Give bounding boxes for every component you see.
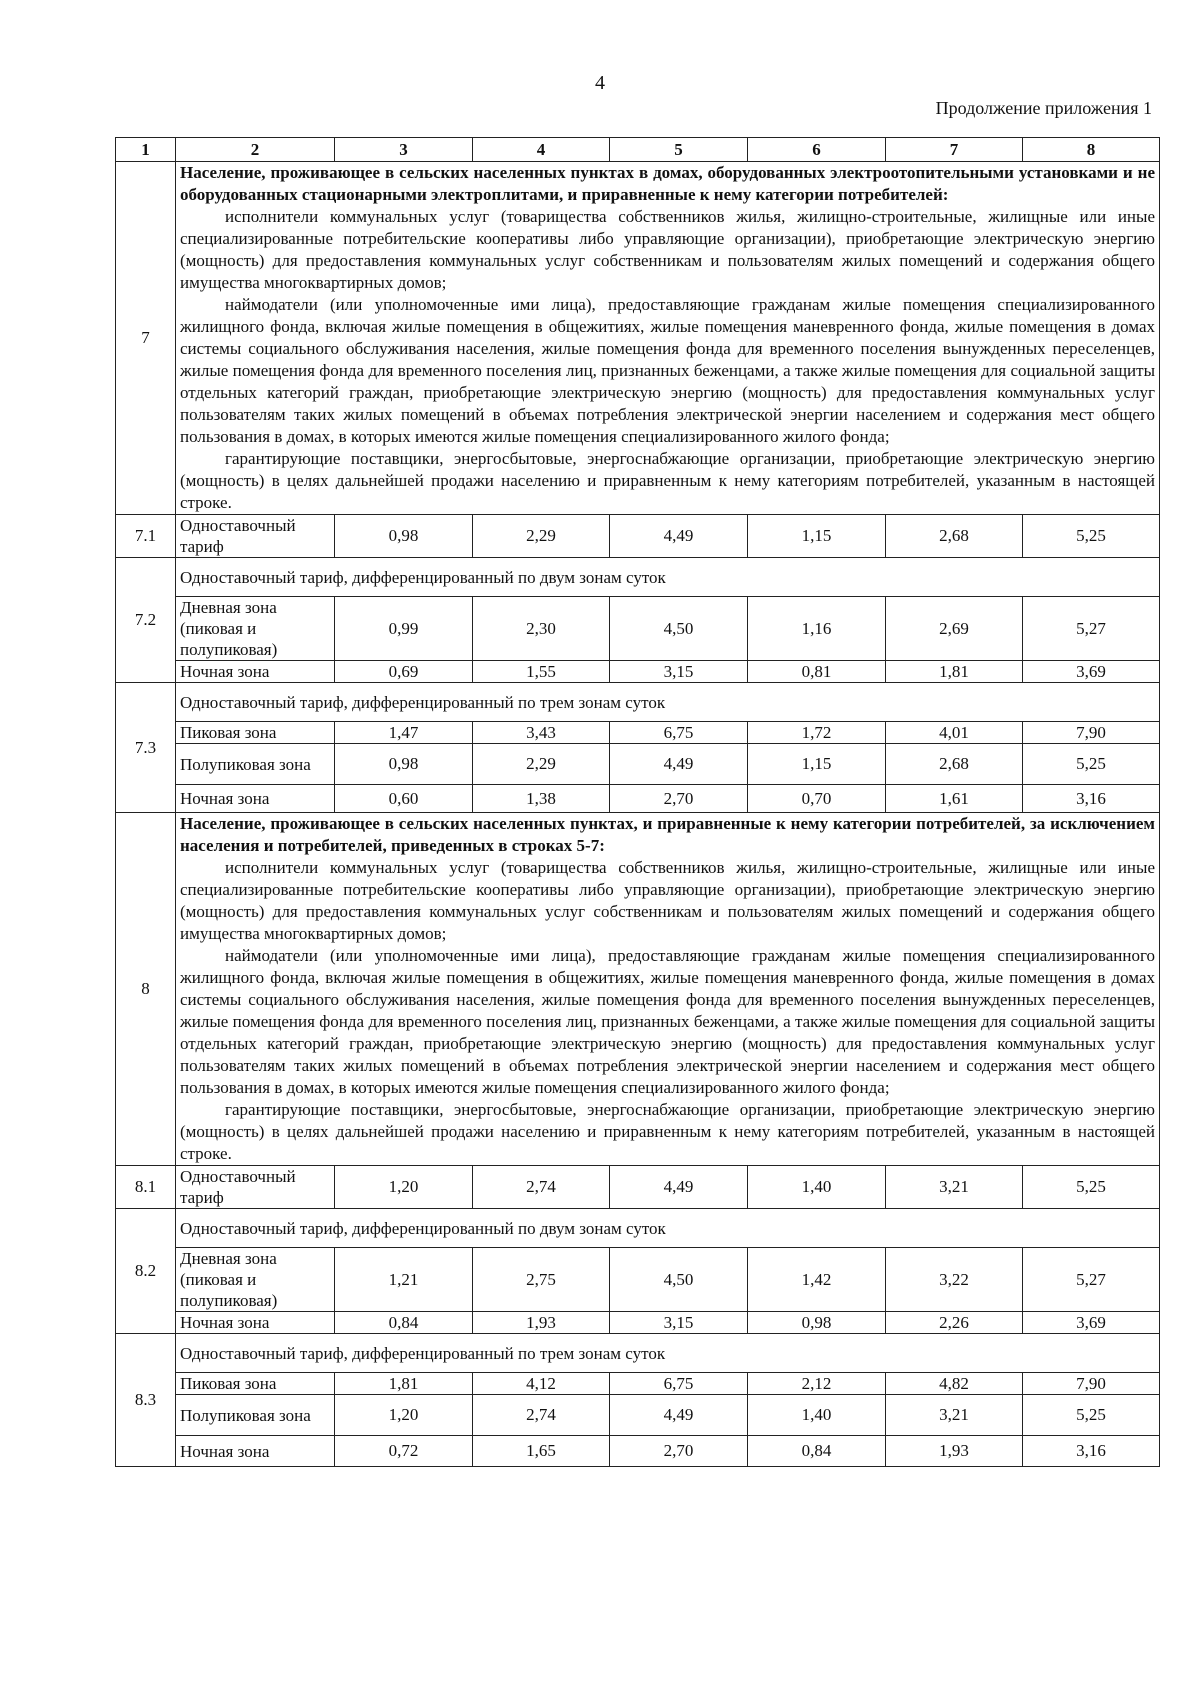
tariff-value-cell: 1,40 — [748, 1166, 886, 1209]
section-description — [176, 162, 1160, 515]
subsection-title: Одноставочный тариф, дифференцированный по трем зонам суток — [176, 1334, 1160, 1373]
tariff-row — [116, 1373, 1160, 1395]
subsection-title: Одноставочный тариф, дифференцированный по двум зонам суток — [176, 558, 1160, 597]
tariff-value-cell: 5,25 — [1023, 1166, 1160, 1209]
tariff-value-cell: 2,75 — [473, 1248, 610, 1312]
subsection-title: Одноставочный тариф, дифференцированный по трем зонам суток — [176, 683, 1160, 722]
section-heading: Население, проживающее в сельских населенных пунктах в домах, оборудованных электроотопительными установками и не оборудованных стационарными электроплитами, и приравненные к нему категории потребителей: — [180, 163, 1155, 204]
tariff-label: Пиковая зона — [176, 722, 335, 744]
row-number: 7 — [116, 162, 176, 515]
tariff-value-cell: 2,70 — [610, 1436, 748, 1467]
tariff-row — [116, 722, 1160, 744]
page-number: 4 — [595, 72, 605, 94]
tariff-row — [116, 1248, 1160, 1312]
tariff-value-cell: 1,65 — [473, 1436, 610, 1467]
tariff-row — [116, 1395, 1160, 1436]
tariff-value-cell: 3,16 — [1023, 785, 1160, 813]
tariff-value-cell: 1,15 — [748, 515, 886, 558]
row-number: 8.2 — [116, 1209, 176, 1334]
tariff-value-cell: 2,26 — [886, 1312, 1023, 1334]
tariff-row — [116, 744, 1160, 785]
tariff-row — [116, 1436, 1160, 1467]
tariff-value-cell: 0,98 — [335, 515, 473, 558]
tariff-value-cell: 5,25 — [1023, 744, 1160, 785]
tariff-value-cell: 3,15 — [610, 1312, 748, 1334]
tariff-value-cell: 0,69 — [335, 661, 473, 683]
tariff-label: Дневная зона (пиковая и полупиковая) — [176, 1248, 335, 1312]
tariff-row — [116, 661, 1160, 683]
section-paragraph: гарантирующие поставщики, энергосбытовые, энергоснабжающие организации, приобретающие электрическую энергию (мощность) в целях дальнейшей продажи населению и приравненным к нему категориям потребителей, указанным в настоящей строке. — [180, 1100, 1155, 1163]
subsection-title-row — [116, 1334, 1160, 1373]
column-header: 8 — [1023, 138, 1160, 162]
tariff-value-cell: 1,93 — [473, 1312, 610, 1334]
subsection-title-row — [116, 1209, 1160, 1248]
tariff-value-cell: 0,99 — [335, 597, 473, 661]
tariff-value-cell: 1,40 — [748, 1395, 886, 1436]
tariff-label: Дневная зона (пиковая и полупиковая) — [176, 597, 335, 661]
tariff-value-cell: 2,29 — [473, 744, 610, 785]
tariff-value-cell: 6,75 — [610, 722, 748, 744]
tariff-value-cell: 2,29 — [473, 515, 610, 558]
tariff-value-cell: 7,90 — [1023, 722, 1160, 744]
tariff-value-cell: 4,12 — [473, 1373, 610, 1395]
tariff-label: Ночная зона — [176, 1436, 335, 1467]
tariff-value-cell: 0,98 — [335, 744, 473, 785]
tariff-row — [116, 785, 1160, 813]
section-paragraph: исполнители коммунальных услуг (товарищества собственников жилья, жилищно-строительные, жилищные или иные специализированные потребительские кооперативы либо управляющие организации), приобретающие электрическую энергию (мощность) для предоставления коммунальных услуг собственникам и пользователям жилых помещений и содержания общего имущества многоквартирных домов; — [180, 858, 1155, 943]
tariff-value-cell: 3,21 — [886, 1395, 1023, 1436]
tariff-value-cell: 0,84 — [335, 1312, 473, 1334]
section-paragraph: гарантирующие поставщики, энергосбытовые, энергоснабжающие организации, приобретающие электрическую энергию (мощность) в целях дальнейшей продажи населению и приравненным к нему категориям потребителей, указанным в настоящей строке. — [180, 449, 1155, 512]
column-header: 7 — [886, 138, 1023, 162]
tariff-value-cell: 4,50 — [610, 597, 748, 661]
tariff-label: Полупиковая зона — [176, 1395, 335, 1436]
continuation-caption: Продолжение приложения 1 — [935, 98, 1152, 118]
column-header: 2 — [176, 138, 335, 162]
tariff-value-cell: 1,38 — [473, 785, 610, 813]
tariff-value-cell: 3,16 — [1023, 1436, 1160, 1467]
tariff-label: Ночная зона — [176, 1312, 335, 1334]
tariff-value-cell: 4,49 — [610, 515, 748, 558]
tariff-value-cell: 5,27 — [1023, 597, 1160, 661]
column-header: 1 — [116, 138, 176, 162]
tariff-label: Полупиковая зона — [176, 744, 335, 785]
tariff-value-cell: 4,49 — [610, 1166, 748, 1209]
tariff-value-cell: 1,16 — [748, 597, 886, 661]
tariff-table — [115, 137, 1160, 1467]
tariff-label: Пиковая зона — [176, 1373, 335, 1395]
subsection-title-row — [116, 683, 1160, 722]
tariff-value-cell: 1,81 — [886, 661, 1023, 683]
tariff-value-cell: 2,12 — [748, 1373, 886, 1395]
tariff-value-cell: 5,27 — [1023, 1248, 1160, 1312]
tariff-value-cell: 1,15 — [748, 744, 886, 785]
tariff-value-cell: 1,55 — [473, 661, 610, 683]
tariff-value-cell: 1,47 — [335, 722, 473, 744]
column-header-row — [116, 138, 1160, 162]
subsection-title: Одноставочный тариф, дифференцированный по двум зонам суток — [176, 1209, 1160, 1248]
tariff-value-cell: 4,49 — [610, 744, 748, 785]
column-header: 3 — [335, 138, 473, 162]
tariff-value-cell: 2,68 — [886, 515, 1023, 558]
tariff-value-cell: 0,98 — [748, 1312, 886, 1334]
tariff-value-cell: 7,90 — [1023, 1373, 1160, 1395]
tariff-value-cell: 3,69 — [1023, 661, 1160, 683]
tariff-value-cell: 6,75 — [610, 1373, 748, 1395]
section-row — [116, 162, 1160, 515]
tariff-value-cell: 0,60 — [335, 785, 473, 813]
section-description — [176, 813, 1160, 1166]
column-header: 4 — [473, 138, 610, 162]
tariff-value-cell: 4,49 — [610, 1395, 748, 1436]
section-paragraph: исполнители коммунальных услуг (товарищества собственников жилья, жилищно-строительные, жилищные или иные специализированные потребительские кооперативы либо управляющие организации), приобретающие электрическую энергию (мощность) для предоставления коммунальных услуг собственникам и пользователям жилых помещений и содержания общего имущества многоквартирных домов; — [180, 207, 1155, 292]
row-number: 7.1 — [116, 515, 176, 558]
tariff-row — [116, 1312, 1160, 1334]
tariff-row — [116, 515, 1160, 558]
tariff-value-cell: 3,69 — [1023, 1312, 1160, 1334]
tariff-value-cell: 5,25 — [1023, 1395, 1160, 1436]
section-paragraph: наймодатели (или уполномоченные ими лица), предоставляющие гражданам жилые помещения специализированного жилищного фонда, включая жилые помещения в общежитиях, жилые помещения маневренного фонда, жилые помещения в домах системы социального обслуживания населения, жилые помещения фонда для временного поселения вынужденных переселенцев, жилые помещения фонда для временного поселения лиц, признанных беженцами, а также жилые помещения для социальной защиты отдельных категорий граждан, приобретающие электрическую энергию (мощность) для предоставления коммунальных услуг пользователям таких жилых помещений в объемах потребления электрической энергии населением и содержания мест общего пользования в домах, в которых имеются жилые помещения специализированного жилого фонда; — [180, 946, 1155, 1097]
tariff-value-cell: 3,22 — [886, 1248, 1023, 1312]
row-number: 7.2 — [116, 558, 176, 683]
tariff-label: Ночная зона — [176, 661, 335, 683]
tariff-label: Одноставочный тариф — [176, 1166, 335, 1209]
tariff-value-cell: 1,20 — [335, 1395, 473, 1436]
row-number: 8.1 — [116, 1166, 176, 1209]
row-number: 8.3 — [116, 1334, 176, 1467]
tariff-value-cell: 2,30 — [473, 597, 610, 661]
tariff-value-cell: 0,72 — [335, 1436, 473, 1467]
column-header: 5 — [610, 138, 748, 162]
section-paragraph: наймодатели (или уполномоченные ими лица), предоставляющие гражданам жилые помещения специализированного жилищного фонда, включая жилые помещения в общежитиях, жилые помещения маневренного фонда, жилые помещения в домах системы социального обслуживания населения, жилые помещения фонда для временного поселения вынужденных переселенцев, жилые помещения фонда для временного поселения лиц, признанных беженцами, а также жилые помещения для социальной защиты отдельных категорий граждан, приобретающие электрическую энергию (мощность) для предоставления коммунальных услуг пользователям таких жилых помещений в объемах потребления электрической энергии населением и содержания мест общего пользования в домах, в которых имеются жилые помещения специализированного жилого фонда; — [180, 295, 1155, 446]
tariff-value-cell: 2,69 — [886, 597, 1023, 661]
column-header: 6 — [748, 138, 886, 162]
tariff-value-cell: 1,61 — [886, 785, 1023, 813]
section-heading: Население, проживающее в сельских населенных пунктах, и приравненные к нему категории потребителей, за исключением населения и потребителей, приведенных в строках 5-7: — [180, 814, 1155, 855]
tariff-row — [116, 597, 1160, 661]
tariff-value-cell: 1,21 — [335, 1248, 473, 1312]
tariff-value-cell: 4,82 — [886, 1373, 1023, 1395]
tariff-value-cell: 2,68 — [886, 744, 1023, 785]
tariff-value-cell: 4,01 — [886, 722, 1023, 744]
tariff-value-cell: 2,70 — [610, 785, 748, 813]
row-number: 8 — [116, 813, 176, 1166]
tariff-value-cell: 0,84 — [748, 1436, 886, 1467]
tariff-value-cell: 0,70 — [748, 785, 886, 813]
tariff-value-cell: 1,20 — [335, 1166, 473, 1209]
tariff-value-cell: 0,81 — [748, 661, 886, 683]
tariff-row — [116, 1166, 1160, 1209]
tariff-value-cell: 2,74 — [473, 1166, 610, 1209]
tariff-value-cell: 1,42 — [748, 1248, 886, 1312]
tariff-value-cell: 3,21 — [886, 1166, 1023, 1209]
tariff-value-cell: 5,25 — [1023, 515, 1160, 558]
tariff-value-cell: 1,72 — [748, 722, 886, 744]
tariff-value-cell: 3,43 — [473, 722, 610, 744]
tariff-value-cell: 2,74 — [473, 1395, 610, 1436]
row-number: 7.3 — [116, 683, 176, 813]
tariff-label: Ночная зона — [176, 785, 335, 813]
tariff-value-cell: 4,50 — [610, 1248, 748, 1312]
tariff-value-cell: 1,93 — [886, 1436, 1023, 1467]
tariff-value-cell: 1,81 — [335, 1373, 473, 1395]
section-row — [116, 813, 1160, 1166]
subsection-title-row — [116, 558, 1160, 597]
tariff-label: Одноставочный тариф — [176, 515, 335, 558]
tariff-value-cell: 3,15 — [610, 661, 748, 683]
